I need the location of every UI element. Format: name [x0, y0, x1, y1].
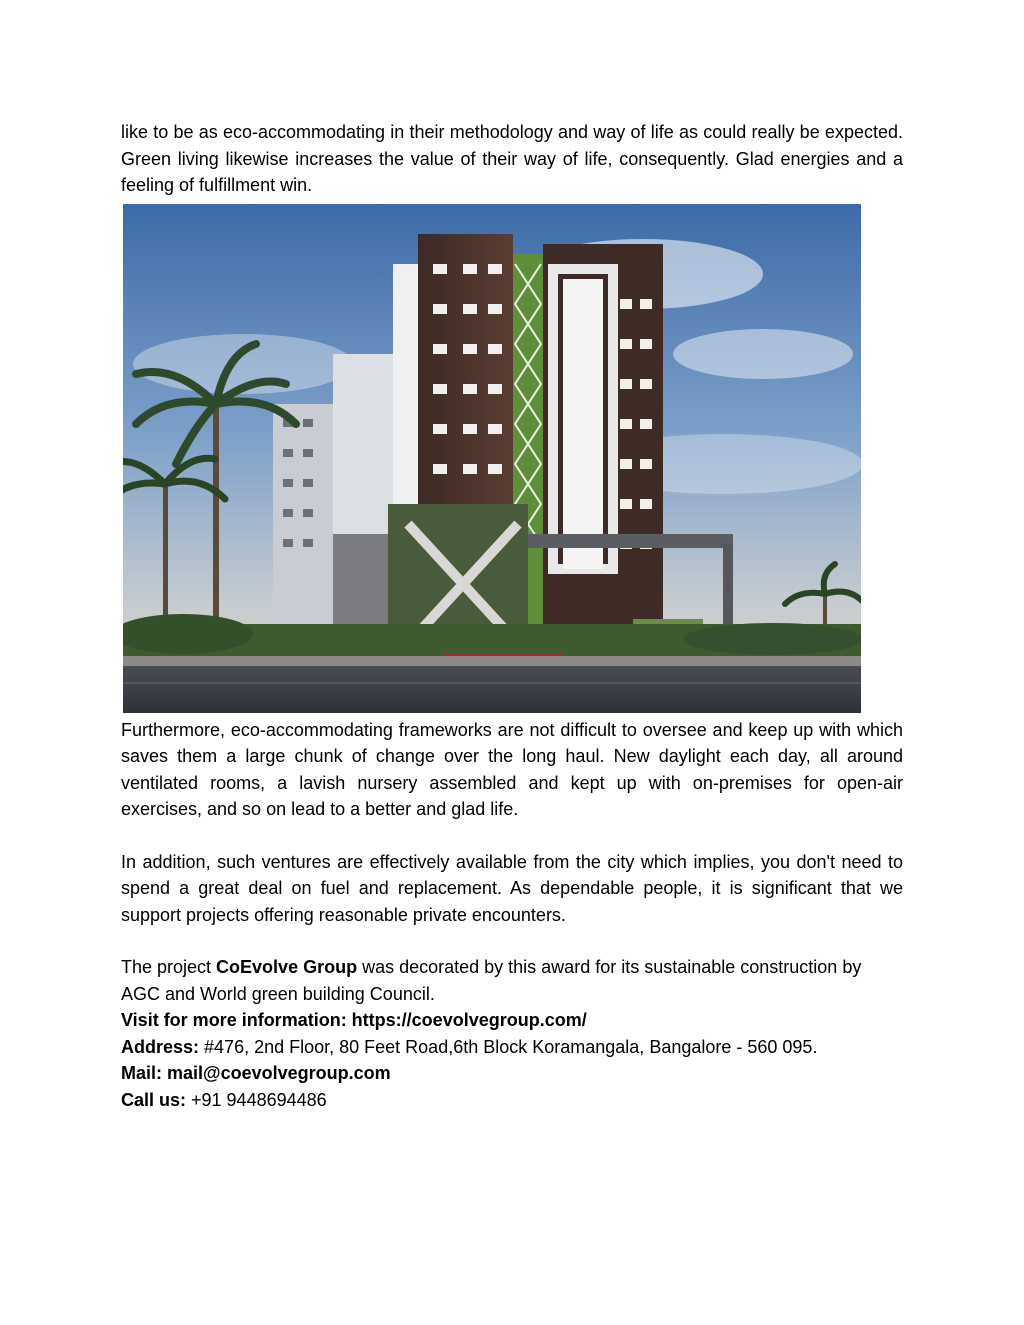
address-label: Address: — [121, 1036, 200, 1057]
company-name: CoEvolve Group — [216, 957, 358, 977]
mail-text[interactable]: Mail: mail@coevolvegroup.com — [121, 1063, 391, 1083]
mail-line[interactable] — [121, 1060, 903, 1087]
paragraph-accessibility: In addition, such ventures are effectively available from the city which implies, you don't need to spend a great deal on fuel and replacement. As dependable people, it is significant that we support projects offering reasonable private encounters. — [121, 851, 903, 925]
paragraph-project-award — [121, 954, 903, 1007]
call-line — [121, 1087, 903, 1114]
building-rendering-image — [123, 204, 861, 713]
visit-info-link[interactable] — [121, 1007, 903, 1034]
project-suffix: was decorated by this award for its sustainable construction by AGC and World green building Council. — [121, 957, 862, 1004]
project-prefix: The project — [121, 957, 217, 977]
call-value: +91 9448694486 — [186, 1089, 327, 1110]
paragraph-intro: like to be as eco-accommodating in their methodology and way of life as could really be expected. Green living likewise increases the value of their way of life, consequently. Glad energies and a feeling of fulfillment win. — [121, 122, 903, 195]
document-page — [121, 119, 903, 1113]
address-value: #476, 2nd Floor, 80 Feet Road,6th Block Koramangala, Bangalore - 560 095. — [199, 1036, 818, 1057]
paragraph-maintenance: Furthermore, eco-accommodating frameworks are not difficult to oversee and keep up with which saves them a large chunk of change over the long haul. New daylight each day, all around ventilated rooms, a lavish nursery assembled and kept up with on-premises for open-air exercises, and so on lead to a better and glad life. — [121, 719, 903, 819]
call-label: Call us: — [121, 1089, 187, 1110]
visit-info-text[interactable]: Visit for more information: https://coevolvegroup.com/ — [121, 1010, 587, 1030]
building-illustration — [123, 204, 861, 713]
address-line — [121, 1034, 903, 1061]
